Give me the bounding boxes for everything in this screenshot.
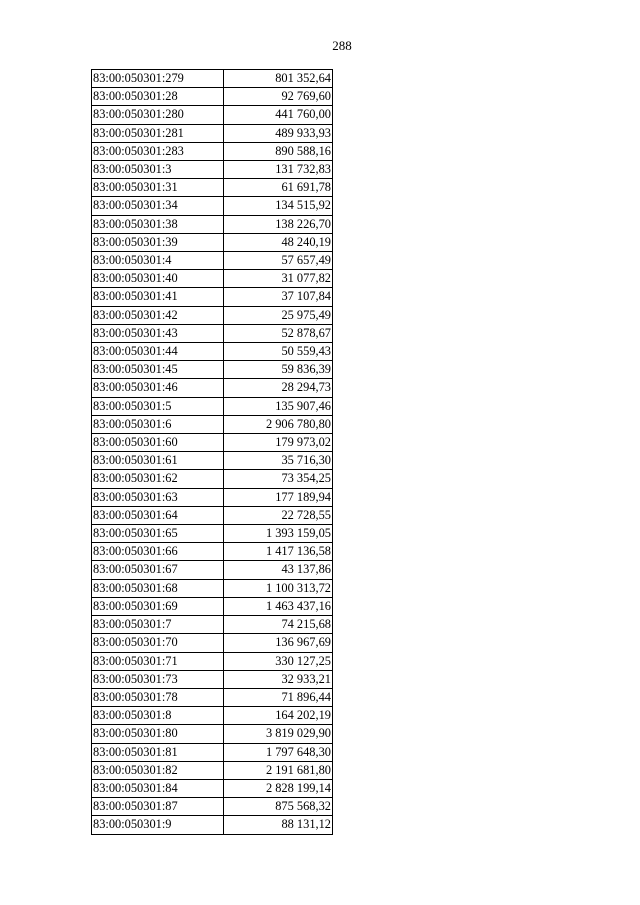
table-row [92,88,333,106]
table-row [92,452,333,470]
table-row [92,179,333,197]
cadastral-number-cell: 83:00:050301:38 [92,215,224,233]
cadastral-value-cell: 2 191 681,80 [224,761,333,779]
table-body [92,70,333,835]
cadastral-number-cell: 83:00:050301:8 [92,707,224,725]
cadastral-value-cell: 25 975,49 [224,306,333,324]
cadastral-value-cell: 35 716,30 [224,452,333,470]
cadastral-number-cell: 83:00:050301:43 [92,324,224,342]
cadastral-value-cell: 177 189,94 [224,488,333,506]
table-row [92,397,333,415]
cadastral-value-cell: 138 226,70 [224,215,333,233]
table-row [92,470,333,488]
cadastral-value-cell: 801 352,64 [224,70,333,88]
cadastral-number-cell: 83:00:050301:73 [92,670,224,688]
cadastral-value-cell: 92 769,60 [224,88,333,106]
cadastral-number-cell: 83:00:050301:5 [92,397,224,415]
table-row [92,688,333,706]
cadastral-number-cell: 83:00:050301:45 [92,361,224,379]
cadastral-value-cell: 88 131,12 [224,816,333,834]
table-row [92,288,333,306]
cadastral-value-cell: 50 559,43 [224,343,333,361]
table-row [92,616,333,634]
cadastral-number-cell: 83:00:050301:78 [92,688,224,706]
cadastral-value-cell: 2 906 780,80 [224,415,333,433]
table-row [92,634,333,652]
table-row [92,197,333,215]
cadastral-number-cell: 83:00:050301:28 [92,88,224,106]
cadastral-value-cell: 136 967,69 [224,634,333,652]
cadastral-number-cell: 83:00:050301:46 [92,379,224,397]
table-row [92,743,333,761]
table-row [92,361,333,379]
table-row [92,525,333,543]
cadastral-value-cell: 1 463 437,16 [224,597,333,615]
cadastral-number-cell: 83:00:050301:7 [92,616,224,634]
table-row [92,725,333,743]
table-row [92,270,333,288]
cadastral-value-cell: 489 933,93 [224,124,333,142]
cadastral-value-cell: 135 907,46 [224,397,333,415]
cadastral-value-table [91,69,333,835]
cadastral-number-cell: 83:00:050301:65 [92,525,224,543]
cadastral-value-cell: 890 588,16 [224,142,333,160]
cadastral-value-cell: 57 657,49 [224,252,333,270]
cadastral-number-cell: 83:00:050301:87 [92,798,224,816]
page-number: 288 [332,38,352,53]
table-row [92,652,333,670]
cadastral-number-cell: 83:00:050301:280 [92,106,224,124]
table-row [92,215,333,233]
cadastral-number-cell: 83:00:050301:39 [92,233,224,251]
table-row [92,707,333,725]
cadastral-value-cell: 3 819 029,90 [224,725,333,743]
cadastral-value-cell: 74 215,68 [224,616,333,634]
table-row [92,761,333,779]
table-row [92,506,333,524]
cadastral-number-cell: 83:00:050301:62 [92,470,224,488]
cadastral-value-cell: 441 760,00 [224,106,333,124]
cadastral-number-cell: 83:00:050301:64 [92,506,224,524]
cadastral-value-cell: 28 294,73 [224,379,333,397]
cadastral-number-cell: 83:00:050301:70 [92,634,224,652]
cadastral-number-cell: 83:00:050301:34 [92,197,224,215]
table-row [92,798,333,816]
table-row [92,106,333,124]
cadastral-number-cell: 83:00:050301:6 [92,415,224,433]
table-row [92,161,333,179]
table-row [92,306,333,324]
cadastral-value-cell: 43 137,86 [224,561,333,579]
table-row [92,597,333,615]
table-row [92,142,333,160]
table-row [92,252,333,270]
table-row [92,488,333,506]
cadastral-value-cell: 52 878,67 [224,324,333,342]
cadastral-value-cell: 1 417 136,58 [224,543,333,561]
table-row [92,124,333,142]
table-row [92,561,333,579]
cadastral-number-cell: 83:00:050301:60 [92,434,224,452]
cadastral-value-cell: 1 797 648,30 [224,743,333,761]
cadastral-number-cell: 83:00:050301:44 [92,343,224,361]
cadastral-number-cell: 83:00:050301:81 [92,743,224,761]
cadastral-number-cell: 83:00:050301:283 [92,142,224,160]
cadastral-value-cell: 1 393 159,05 [224,525,333,543]
cadastral-value-cell: 330 127,25 [224,652,333,670]
cadastral-number-cell: 83:00:050301:4 [92,252,224,270]
cadastral-value-cell: 22 728,55 [224,506,333,524]
cadastral-number-cell: 83:00:050301:42 [92,306,224,324]
cadastral-number-cell: 83:00:050301:66 [92,543,224,561]
cadastral-number-cell: 83:00:050301:279 [92,70,224,88]
cadastral-number-cell: 83:00:050301:31 [92,179,224,197]
cadastral-number-cell: 83:00:050301:63 [92,488,224,506]
cadastral-value-cell: 59 836,39 [224,361,333,379]
table-row [92,379,333,397]
cadastral-number-cell: 83:00:050301:80 [92,725,224,743]
cadastral-value-cell: 37 107,84 [224,288,333,306]
cadastral-value-cell: 164 202,19 [224,707,333,725]
table-row [92,70,333,88]
cadastral-value-cell: 31 077,82 [224,270,333,288]
table-row [92,670,333,688]
cadastral-value-cell: 875 568,32 [224,798,333,816]
table-row [92,233,333,251]
table-row [92,324,333,342]
cadastral-number-cell: 83:00:050301:82 [92,761,224,779]
table-row [92,579,333,597]
table-row [92,415,333,433]
cadastral-number-cell: 83:00:050301:41 [92,288,224,306]
cadastral-number-cell: 83:00:050301:281 [92,124,224,142]
cadastral-number-cell: 83:00:050301:9 [92,816,224,834]
cadastral-value-cell: 1 100 313,72 [224,579,333,597]
cadastral-value-cell: 131 732,83 [224,161,333,179]
cadastral-number-cell: 83:00:050301:71 [92,652,224,670]
cadastral-value-cell: 134 515,92 [224,197,333,215]
table-row [92,434,333,452]
table-row [92,816,333,834]
table-row [92,543,333,561]
cadastral-value-cell: 2 828 199,14 [224,779,333,797]
cadastral-number-cell: 83:00:050301:69 [92,597,224,615]
cadastral-number-cell: 83:00:050301:68 [92,579,224,597]
table-row [92,779,333,797]
cadastral-value-cell: 73 354,25 [224,470,333,488]
table-row [92,343,333,361]
cadastral-number-cell: 83:00:050301:67 [92,561,224,579]
cadastral-value-cell: 71 896,44 [224,688,333,706]
cadastral-value-cell: 32 933,21 [224,670,333,688]
cadastral-value-cell: 179 973,02 [224,434,333,452]
cadastral-value-cell: 48 240,19 [224,233,333,251]
cadastral-number-cell: 83:00:050301:40 [92,270,224,288]
cadastral-value-cell: 61 691,78 [224,179,333,197]
cadastral-number-cell: 83:00:050301:61 [92,452,224,470]
cadastral-number-cell: 83:00:050301:3 [92,161,224,179]
cadastral-number-cell: 83:00:050301:84 [92,779,224,797]
